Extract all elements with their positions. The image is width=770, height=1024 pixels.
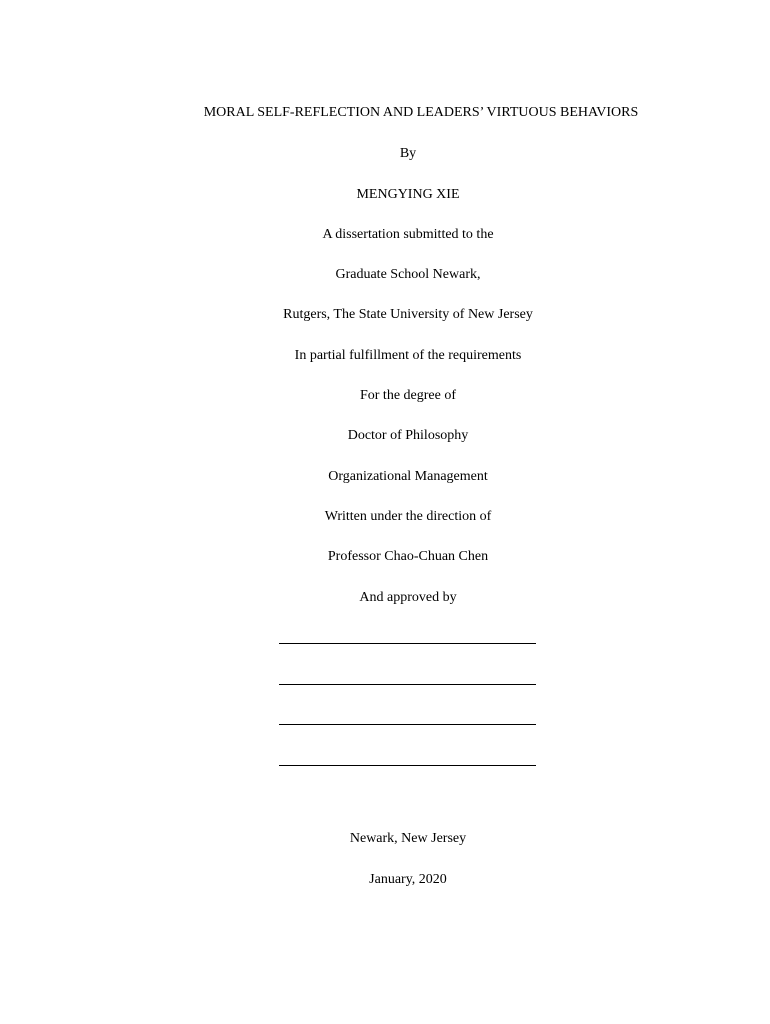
signature-line-2: [279, 684, 536, 685]
signature-line-4: [279, 765, 536, 766]
program-name: Organizational Management: [328, 469, 488, 484]
school-line: Graduate School Newark,: [335, 267, 481, 282]
signature-line-3: [279, 724, 536, 725]
submitted-line: A dissertation submitted to the: [322, 227, 494, 242]
partial-fulfillment-line: In partial fulfillment of the requirements: [294, 348, 522, 363]
author-name: MENGYING XIE: [356, 187, 460, 202]
date-line: January, 2020: [369, 872, 447, 887]
approved-line: And approved by: [359, 590, 457, 605]
place-line: Newark, New Jersey: [349, 831, 467, 846]
by-label: By: [399, 146, 417, 161]
advisor-name: Professor Chao-Chuan Chen: [327, 549, 489, 564]
degree-for-line: For the degree of: [359, 388, 457, 403]
degree-name: Doctor of Philosophy: [347, 428, 469, 443]
signature-line-1: [279, 643, 536, 644]
dissertation-title: MORAL SELF-REFLECTION AND LEADERS’ VIRTUOUS BEHAVIORS: [203, 105, 639, 120]
direction-line: Written under the direction of: [324, 509, 492, 524]
university-line: Rutgers, The State University of New Jersey: [283, 307, 533, 322]
